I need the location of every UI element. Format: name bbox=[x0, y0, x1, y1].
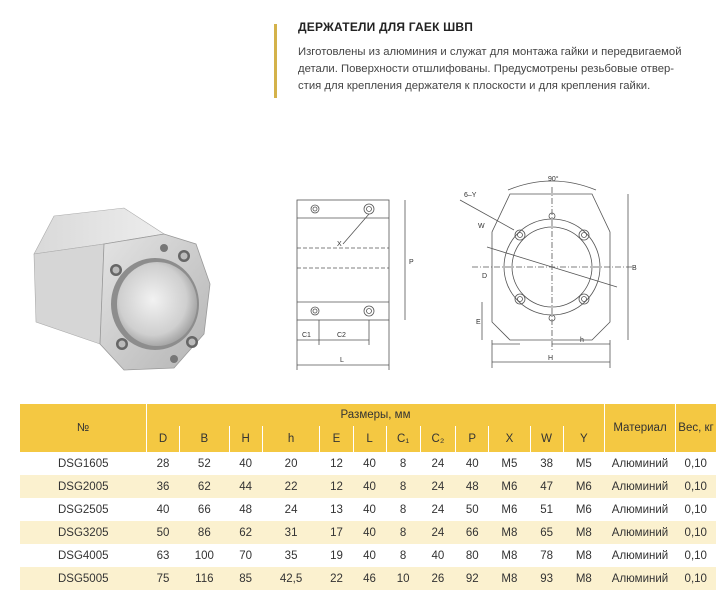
label-w: W bbox=[478, 223, 485, 230]
cell: 40 bbox=[229, 452, 262, 475]
cell: 40 bbox=[353, 544, 386, 567]
cell: 51 bbox=[530, 498, 563, 521]
cell-weight: 0,10 bbox=[676, 544, 717, 567]
cell-no: DSG4005 bbox=[20, 544, 147, 567]
spec-table bbox=[20, 404, 716, 590]
cell: 85 bbox=[229, 567, 262, 590]
cell-material: Алюминий bbox=[605, 475, 676, 498]
cell: 22 bbox=[320, 567, 353, 590]
cell: 36 bbox=[147, 475, 180, 498]
cell-weight: 0,10 bbox=[676, 521, 717, 544]
label-p: P bbox=[409, 259, 414, 266]
label-l: L bbox=[340, 357, 344, 364]
cell: 66 bbox=[180, 498, 230, 521]
cell-material: Алюминий bbox=[605, 452, 676, 475]
cell: 40 bbox=[420, 544, 456, 567]
cell-material: Алюминий bbox=[605, 567, 676, 590]
cell: 50 bbox=[456, 498, 489, 521]
cell: 24 bbox=[420, 521, 456, 544]
cell: M8 bbox=[489, 544, 530, 567]
cell: M8 bbox=[563, 521, 604, 544]
cell: 50 bbox=[147, 521, 180, 544]
label-h: H bbox=[548, 355, 554, 362]
cell: 40 bbox=[456, 452, 489, 475]
label-h-small: h bbox=[580, 337, 584, 344]
header-weight: Вес, кг bbox=[676, 404, 717, 452]
cell: 40 bbox=[353, 475, 386, 498]
cell-no: DSG2505 bbox=[20, 498, 147, 521]
col-header: B bbox=[180, 426, 230, 452]
accent-bar bbox=[274, 24, 277, 98]
cell-material: Алюминий bbox=[605, 498, 676, 521]
col-header: C₂ bbox=[420, 426, 456, 452]
cell-no: DSG2005 bbox=[20, 475, 147, 498]
description bbox=[298, 44, 698, 95]
cell-weight: 0,10 bbox=[676, 567, 717, 590]
cell: 75 bbox=[147, 567, 180, 590]
cell: 70 bbox=[229, 544, 262, 567]
side-view-drawing bbox=[452, 172, 647, 384]
cell: M6 bbox=[489, 475, 530, 498]
col-header: X bbox=[489, 426, 530, 452]
cell: 20 bbox=[262, 452, 320, 475]
cell-no: DSG3205 bbox=[20, 521, 147, 544]
cell: 48 bbox=[456, 475, 489, 498]
col-header: H bbox=[229, 426, 262, 452]
cell: 38 bbox=[530, 452, 563, 475]
cell: 40 bbox=[353, 521, 386, 544]
cell: 86 bbox=[180, 521, 230, 544]
cell: 24 bbox=[420, 452, 456, 475]
cell: M5 bbox=[563, 452, 604, 475]
table-row bbox=[20, 452, 716, 475]
table-row bbox=[20, 521, 716, 544]
cell: 8 bbox=[386, 521, 420, 544]
cell: M8 bbox=[489, 567, 530, 590]
cell: 93 bbox=[530, 567, 563, 590]
page-title: ДЕРЖАТЕЛИ ДЛЯ ГАЕК ШВП bbox=[298, 20, 474, 34]
cell: 100 bbox=[180, 544, 230, 567]
cell-weight: 0,10 bbox=[676, 475, 717, 498]
table-row bbox=[20, 567, 716, 590]
cell-no: DSG1605 bbox=[20, 452, 147, 475]
section-header bbox=[278, 20, 698, 95]
header-sizes: Размеры, мм bbox=[147, 404, 605, 426]
cell: 80 bbox=[456, 544, 489, 567]
cell: 8 bbox=[386, 475, 420, 498]
header-no: № bbox=[20, 404, 147, 452]
cell: 40 bbox=[147, 498, 180, 521]
cell: 24 bbox=[420, 498, 456, 521]
col-header: Y bbox=[563, 426, 604, 452]
table-row bbox=[20, 498, 716, 521]
cell: 48 bbox=[229, 498, 262, 521]
label-x: X bbox=[337, 241, 342, 248]
label-c2: C2 bbox=[337, 332, 346, 339]
cell-weight: 0,10 bbox=[676, 452, 717, 475]
cell: M6 bbox=[563, 475, 604, 498]
cell-material: Алюминий bbox=[605, 544, 676, 567]
cell: 40 bbox=[353, 498, 386, 521]
cell-no: DSG5005 bbox=[20, 567, 147, 590]
cell: 10 bbox=[386, 567, 420, 590]
cell: 47 bbox=[530, 475, 563, 498]
cell: 24 bbox=[262, 498, 320, 521]
cell: 24 bbox=[420, 475, 456, 498]
col-header: P bbox=[456, 426, 489, 452]
table-row bbox=[20, 544, 716, 567]
col-header: L bbox=[353, 426, 386, 452]
cell: M5 bbox=[489, 452, 530, 475]
cell: 19 bbox=[320, 544, 353, 567]
cell-weight: 0,10 bbox=[676, 498, 717, 521]
description-line: детали. Поверхности отшлифованы. Предусмотрены резьбовые отвер- bbox=[298, 63, 675, 75]
cell: 17 bbox=[320, 521, 353, 544]
description-line: стия для крепления держателя к плоскости и для крепления гайки. bbox=[298, 80, 651, 92]
front-view-drawing bbox=[285, 190, 425, 380]
table-header-row bbox=[20, 404, 716, 426]
cell: 12 bbox=[320, 452, 353, 475]
cell: 92 bbox=[456, 567, 489, 590]
cell: 12 bbox=[320, 475, 353, 498]
cell: M6 bbox=[563, 498, 604, 521]
cell: 40 bbox=[353, 452, 386, 475]
cell: 62 bbox=[180, 475, 230, 498]
cell: 66 bbox=[456, 521, 489, 544]
cell: 52 bbox=[180, 452, 230, 475]
cell: 28 bbox=[147, 452, 180, 475]
col-header: D bbox=[147, 426, 180, 452]
cell: 8 bbox=[386, 452, 420, 475]
cell: 42,5 bbox=[262, 567, 320, 590]
label-y: 6–Y bbox=[464, 192, 477, 199]
label-e: E bbox=[476, 319, 481, 326]
cell-material: Алюминий bbox=[605, 521, 676, 544]
cell: 46 bbox=[353, 567, 386, 590]
cell: M8 bbox=[489, 521, 530, 544]
cell: 44 bbox=[229, 475, 262, 498]
cell: 63 bbox=[147, 544, 180, 567]
label-d: D bbox=[482, 273, 488, 280]
cell: 65 bbox=[530, 521, 563, 544]
cell: 8 bbox=[386, 544, 420, 567]
product-image bbox=[24, 204, 234, 374]
cell: 22 bbox=[262, 475, 320, 498]
cell: 35 bbox=[262, 544, 320, 567]
col-header: W bbox=[530, 426, 563, 452]
table-row bbox=[20, 475, 716, 498]
cell: M8 bbox=[563, 544, 604, 567]
label-c1: C1 bbox=[302, 332, 311, 339]
col-header: E bbox=[320, 426, 353, 452]
cell: 13 bbox=[320, 498, 353, 521]
cell: 78 bbox=[530, 544, 563, 567]
cell: 116 bbox=[180, 567, 230, 590]
col-header: h bbox=[262, 426, 320, 452]
header-material: Материал bbox=[605, 404, 676, 452]
cell: 62 bbox=[229, 521, 262, 544]
cell: 31 bbox=[262, 521, 320, 544]
col-header: C₁ bbox=[386, 426, 420, 452]
label-angle: 90° bbox=[548, 176, 559, 183]
cell: 26 bbox=[420, 567, 456, 590]
cell: 8 bbox=[386, 498, 420, 521]
cell: M8 bbox=[563, 567, 604, 590]
label-b: B bbox=[632, 265, 637, 272]
cell: M6 bbox=[489, 498, 530, 521]
description-line: Изготовлены из алюминия и служат для монтажа гайки и передвигаемой bbox=[298, 46, 682, 58]
